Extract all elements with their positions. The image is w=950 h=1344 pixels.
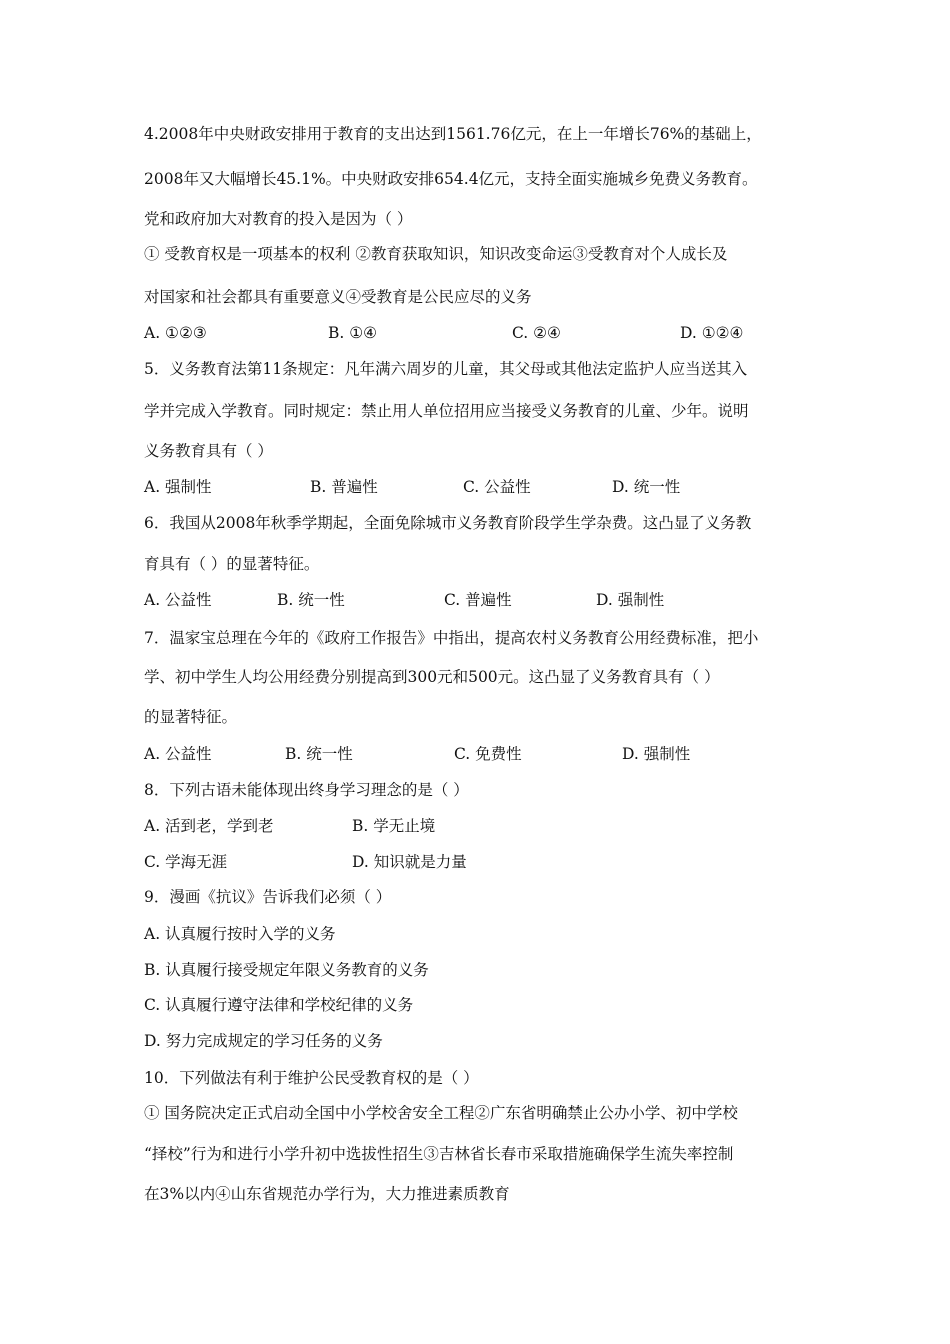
q4-option-d: D. ①②④ — [680, 324, 744, 342]
q10-line-2: ① 国务院决定正式启动全国中小学校舍安全工程②广东省明确禁止公办小学、初中学校 — [144, 1104, 738, 1122]
q10-line-4: 在3%以内④山东省规范办学行为，大力推进素质教育 — [144, 1185, 510, 1203]
q5-option-a: A. 强制性 — [144, 478, 212, 496]
q4-option-b: B. ①④ — [328, 324, 378, 342]
q9-option-a: A. 认真履行按时入学的义务 — [144, 925, 336, 943]
q6-line-1: 6．我国从2008年秋季学期起，全面免除城市义务教育阶段学生学杂费。这凸显了义务教 — [144, 514, 752, 532]
q8-option-c: C. 学海无涯 — [144, 853, 228, 871]
q5-line-2: 学并完成入学教育。同时规定：禁止用人单位招用应当接受义务教育的儿童、少年。说明 — [144, 402, 749, 420]
q6-option-c: C. 普遍性 — [444, 591, 512, 609]
q6-option-b: B. 统一性 — [277, 591, 345, 609]
q9-line-1: 9．漫画《抗议》告诉我们必须（ ） — [144, 888, 392, 906]
q4-option-c: C. ②④ — [512, 324, 561, 342]
q4-line-4: ① 受教育权是一项基本的权利 ②教育获取知识，知识改变命运③受教育对个人成长及 — [144, 245, 728, 263]
q7-line-1: 7．温家宝总理在今年的《政府工作报告》中指出，提高农村义务教育公用经费标准，把小 — [144, 629, 759, 647]
q5-option-c: C. 公益性 — [463, 478, 531, 496]
q6-option-a: A. 公益性 — [144, 591, 212, 609]
q9-option-c: C. 认真履行遵守法律和学校纪律的义务 — [144, 996, 414, 1014]
q7-option-d: D. 强制性 — [622, 745, 691, 763]
q4-option-a: A. ①②③ — [144, 324, 207, 342]
q5-option-d: D. 统一性 — [612, 478, 681, 496]
q7-line-3: 的显著特征。 — [144, 708, 238, 726]
q4-line-1: 4.2008年中央财政安排用于教育的支出达到1561.76亿元，在上一年增长76%的基础上， — [144, 125, 762, 143]
q6-option-d: D. 强制性 — [596, 591, 665, 609]
q4-line-5: 对国家和社会都具有重要意义④受教育是公民应尽的义务 — [144, 288, 532, 306]
q8-option-b: B. 学无止境 — [352, 817, 436, 835]
q10-line-1: 10．下列做法有利于维护公民受教育权的是（ ） — [144, 1069, 479, 1087]
q7-option-a: A. 公益性 — [144, 745, 212, 763]
q10-line-3: “择校”行为和进行小学升初中选拔性招生③吉林省长春市采取措施确保学生流失率控制 — [144, 1145, 734, 1163]
q4-line-3: 党和政府加大对教育的投入是因为（ ） — [144, 210, 413, 228]
q6-line-2: 育具有（ ）的显著特征。 — [144, 555, 320, 573]
q8-option-a: A. 活到老，学到老 — [144, 817, 274, 835]
q5-line-1: 5．义务教育法第11条规定：凡年满六周岁的儿童，其父母或其他法定监护人应当送其入 — [144, 360, 748, 378]
q5-option-b: B. 普遍性 — [310, 478, 378, 496]
q7-line-2: 学、初中学生人均公用经费分别提高到300元和500元。这凸显了义务教育具有（ ） — [144, 668, 720, 686]
q7-option-b: B. 统一性 — [285, 745, 353, 763]
q5-line-3: 义务教育具有（ ） — [144, 442, 273, 460]
q9-option-d: D. 努力完成规定的学习任务的义务 — [144, 1032, 383, 1050]
q4-line-2: 2008年又大幅增长45.1%。中央财政安排654.4亿元，支持全面实施城乡免费义务教育。 — [144, 170, 758, 188]
q9-option-b: B. 认真履行接受规定年限义务教育的义务 — [144, 961, 429, 979]
q8-option-d: D. 知识就是力量 — [352, 853, 467, 871]
q8-line-1: 8．下列古语未能体现出终身学习理念的是（ ） — [144, 781, 469, 799]
q7-option-c: C. 免费性 — [454, 745, 522, 763]
